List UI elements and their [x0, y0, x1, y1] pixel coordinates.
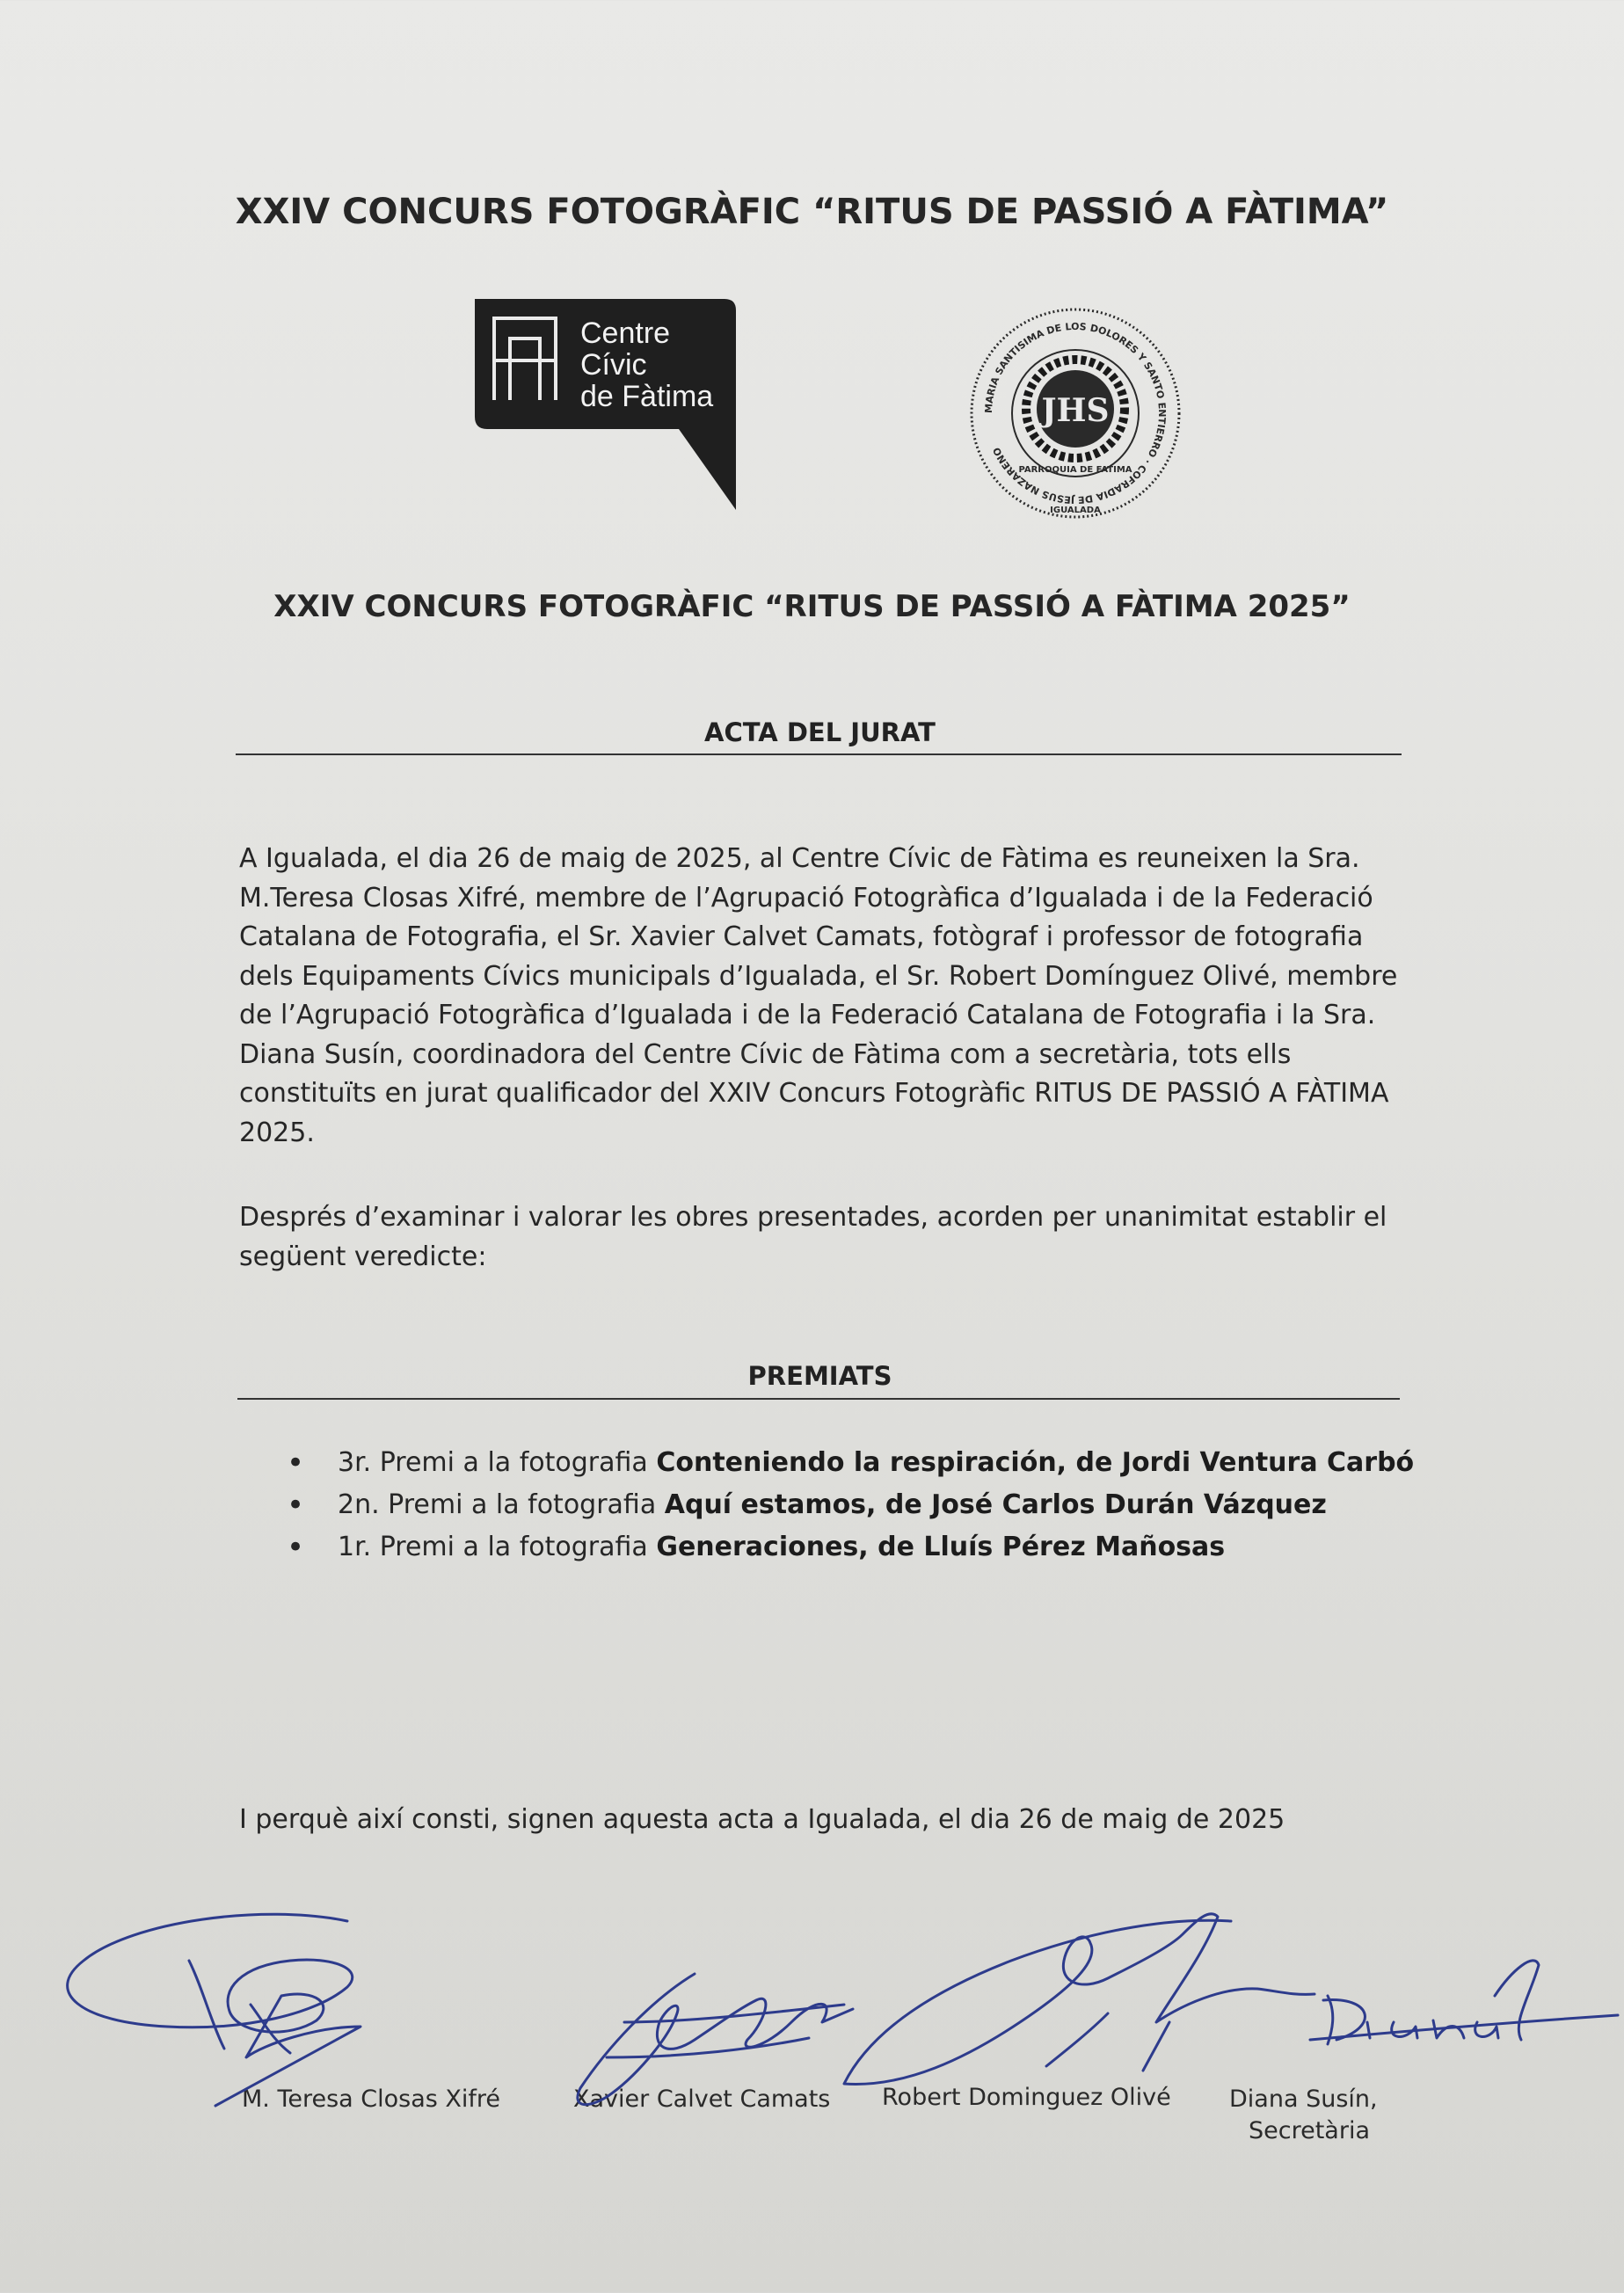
signatures-ink [0, 1890, 1624, 2154]
prize-label: 1r. Premi a la fotografia [338, 1532, 657, 1562]
logo-line-1: Centre [580, 317, 671, 350]
paragraph-1-line: A Igualada, el dia 26 de maig de 2025, al Centre Cívic de Fàtima es reuneixen la Sra. [239, 843, 1360, 874]
paragraph-1-line: M.Teresa Closas Xifré, membre de l’Agrupació Fotogràfica d’Igualada i de la Federació [239, 882, 1373, 914]
paragraph-1-line: Catalana de Fotografia, el Sr. Xavier Calvet Camats, fotògraf i professor de fotografia [239, 921, 1364, 952]
centre-civic-fatima-logo-icon [468, 299, 740, 510]
acta-title: ACTA DEL JURAT [704, 717, 936, 747]
bullet-icon: • [287, 1488, 305, 1523]
premiats-title-rule [237, 1398, 1400, 1400]
closing-statement: I perquè així consti, signen aquesta acta a Igualada, el dia 26 de maig de 2025 [239, 1804, 1285, 1835]
signature-4 [1323, 1961, 1539, 2044]
svg-text:MARIA SANTISIMA DE LOS DOLORES: MARIA SANTISIMA DE LOS DOLORES Y SANTO ENTIERRO · COFRADIA DE JESUS NAZARENO [982, 320, 1169, 506]
acta-title-rule [236, 753, 1402, 755]
header-title: XXIV CONCURS FOTOGRÀFIC “RITUS DE PASSIÓ A FÀTIMA” [235, 192, 1389, 232]
paragraph-1-line: constituïts en jurat qualificador del XXIV Concurs Fotogràfic RITUS DE PASSIÓ A FÀTIMA [239, 1078, 1389, 1109]
prize-work: Generaciones, de Lluís Pérez Mañosas [656, 1532, 1226, 1562]
signatory-name-1: M. Teresa Closas Xifré [242, 2086, 501, 2113]
signature-1 [68, 1914, 360, 2106]
prize-item-3r [287, 1442, 1433, 1484]
signatory-name-4: Diana Susín, [1229, 2086, 1378, 2113]
paragraph-2-line: següent veredicte: [239, 1241, 487, 1272]
document-subtitle: XXIV CONCURS FOTOGRÀFIC “RITUS DE PASSIÓ A FÀTIMA 2025” [273, 589, 1351, 624]
bullet-icon: • [287, 1530, 305, 1565]
logo-line-2: Cívic [580, 348, 647, 382]
svg-text:JHS: JHS [1041, 392, 1110, 429]
prize-work: Conteniendo la respiración, de Jordi Ventura Carbó [656, 1447, 1415, 1478]
signatory-role-4: Secretària [1249, 2117, 1370, 2144]
paragraph-1-line: de l’Agrupació Fotogràfica d’Igualada i de la Federació Catalana de Fotografia i la Sra. [239, 1000, 1376, 1030]
svg-text:IGUALADA: IGUALADA [1050, 506, 1101, 515]
paragraph-1 [239, 840, 1400, 1153]
bullet-icon: • [287, 1445, 305, 1481]
signature-2 [578, 1974, 853, 2105]
logo-line-3: de Fàtima [580, 380, 714, 413]
prize-item-1r [287, 1526, 1433, 1569]
signatory-name-2: Xavier Calvet Camats [573, 2086, 831, 2113]
prize-label: 3r. Premi a la fotografia [338, 1447, 657, 1478]
premiats-title: PREMIATS [747, 1361, 892, 1391]
signature-3 [844, 1914, 1314, 2085]
prize-label: 2n. Premi a la fotografia [338, 1489, 665, 1520]
paragraph-1-line: Diana Susín, coordinadora del Centre Cívic de Fàtima com a secretària, tots ells [239, 1038, 1292, 1070]
prize-list [287, 1442, 1433, 1569]
paragraph-1-line: 2025. [239, 1117, 315, 1148]
prize-work: Aquí estamos, de José Carlos Durán Vázquez [664, 1489, 1327, 1520]
paragraph-2-line: Després d’examinar i valorar les obres presentades, acorden per unanimitat establir el [239, 1202, 1387, 1233]
paragraph-1-line: dels Equipaments Cívics municipals d’Igualada, el Sr. Robert Domínguez Olivé, membre [239, 960, 1398, 992]
prize-item-2n [287, 1484, 1433, 1526]
cofradia-seal-icon [965, 303, 1185, 523]
signatory-name-3: Robert Dominguez Olivé [882, 2084, 1171, 2111]
paragraph-2 [239, 1198, 1400, 1277]
svg-text:PARROQUIA DE FATIMA: PARROQUIA DE FATIMA [1018, 465, 1132, 475]
